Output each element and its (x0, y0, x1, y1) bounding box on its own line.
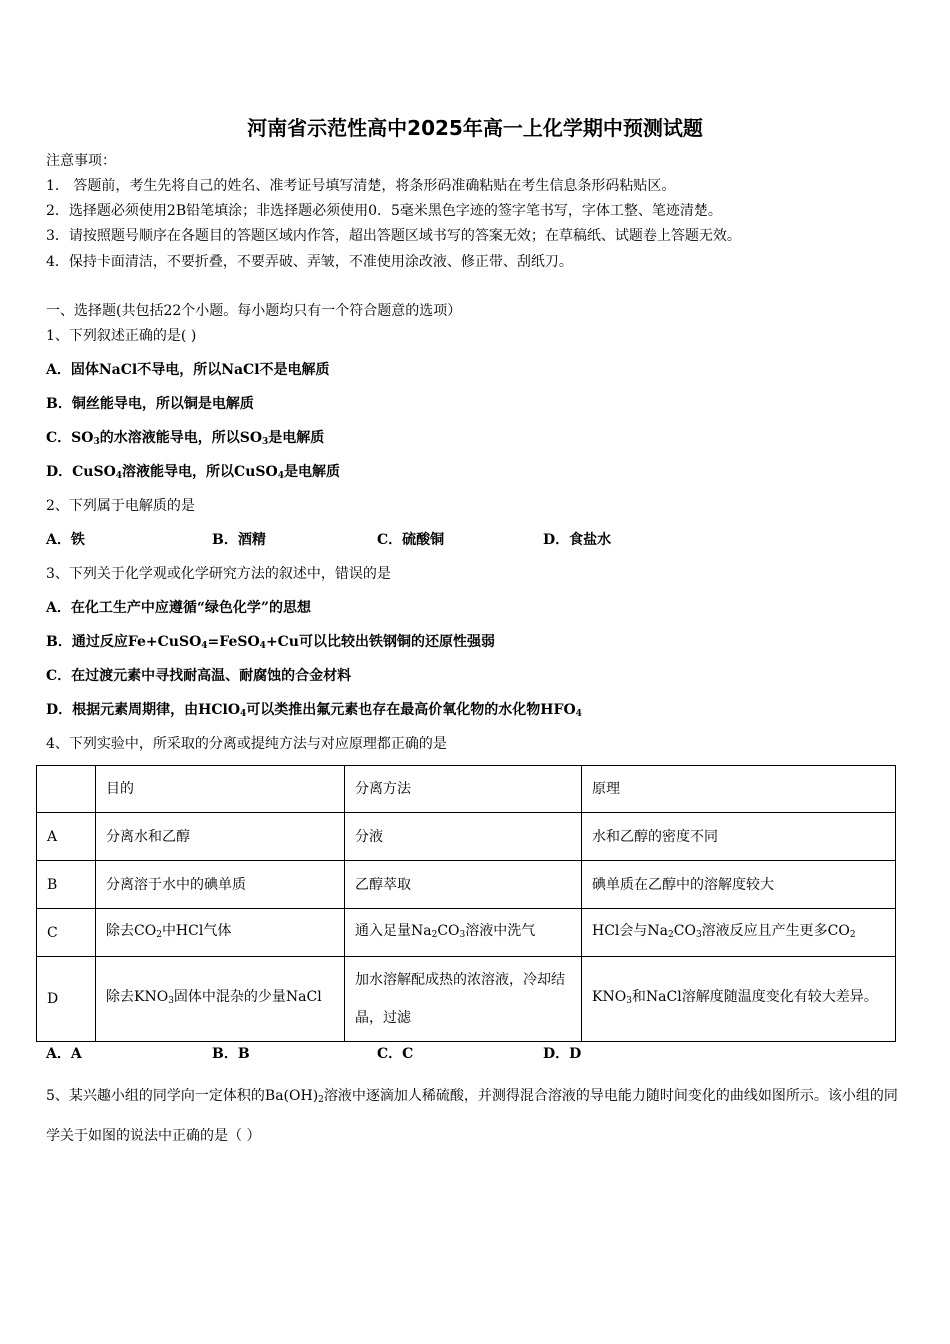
q3-option-a: A．在化工生产中应遵循“绿色化学”的思想 (46, 600, 311, 616)
q3b-sub1: 4 (201, 641, 208, 651)
q1d-sub1: 4 (115, 471, 123, 481)
rc-method-sub1: 2 (431, 929, 438, 940)
q1c-mid: 的水溶液能导电，所以SO (99, 430, 263, 446)
header-cell-method: 分离方法 (345, 766, 582, 813)
q3d-mid: 可以类推出氟元素也存在最高价氧化物的水化物HFO (246, 702, 576, 718)
rc-purpose-pre: 除去CO (106, 922, 157, 939)
row-a-method: 分液 (345, 813, 582, 861)
section-heading: 一、选择题(共包括22个小题。每小题均只有一个符合题意的选项） (46, 303, 462, 319)
row-d-purpose (96, 957, 345, 1042)
q2-option-b: B．酒精 (212, 532, 266, 548)
q1c-pre: C．SO (46, 430, 94, 446)
row-d-principle (582, 957, 896, 1042)
rc-purpose-post: 中HCl气体 (161, 922, 232, 939)
rd-purpose-sub: 3 (168, 996, 174, 1006)
row-a-principle: 水和乙醇的密度不同 (582, 813, 896, 861)
q3d-sub1: 4 (240, 709, 247, 719)
q1d-post: 是电解质 (283, 464, 340, 480)
q3b-mid: =FeSO (207, 634, 260, 650)
table-row (37, 813, 896, 861)
q4-option-b: B．B (212, 1046, 250, 1062)
rd-principle-sub: 3 (626, 996, 632, 1006)
q5-post: 溶液中逐滴加人稀硫酸，并测得混合溶液的导电能力随时间变化的曲线如图所示。该小组的同学关于如图的说法中正确的是（ ） (46, 1088, 898, 1144)
rc-method-mid: CO (437, 922, 460, 939)
row-b-method: 乙醇萃取 (345, 861, 582, 909)
rc-principle-sub2: 3 (695, 929, 702, 940)
rd-purpose-pre: 除去KNO (106, 989, 169, 1005)
q1-option-c (46, 428, 324, 452)
q2-option-d: D．食盐水 (543, 532, 612, 548)
q1d-sub2: 4 (277, 471, 284, 481)
q1c-sub2: 3 (262, 437, 269, 447)
q3-option-d (46, 700, 582, 724)
row-c-principle (582, 909, 896, 957)
notice-item-2: 2．选择题必须使用2B铅笔填涂；非选择题必须使用0．5毫米黑色字迹的签字笔书写，字体工整、笔迹清楚。 (46, 203, 722, 219)
rc-method-post: 溶液中洗气 (465, 922, 536, 939)
rd-principle-pre: KNO (592, 989, 627, 1005)
q3b-sub2: 4 (259, 641, 266, 651)
q1-option-a: A．固体NaCl不导电，所以NaCl不是电解质 (46, 362, 330, 378)
rc-principle-sub1: 2 (668, 929, 674, 940)
header-cell-principle: 原理 (582, 766, 896, 813)
rc-purpose-sub: 2 (156, 929, 162, 940)
q3-option-b (46, 632, 495, 656)
q5-stem (46, 1078, 908, 1154)
row-b-purpose: 分离溶于水中的碘单质 (96, 861, 345, 909)
table-header-row (37, 766, 896, 813)
table-row (37, 861, 896, 909)
q3d-sub2: 4 (575, 709, 582, 719)
q1c-post: 是电解质 (268, 430, 325, 446)
q1-stem: 1、下列叙述正确的是( ) (46, 328, 197, 344)
rd-purpose-post: 固体中混杂的少量NaCl (173, 989, 322, 1005)
q4-option-d: D．D (543, 1046, 582, 1062)
row-d-label: D (37, 957, 96, 1042)
q2-option-c: C．硫酸铜 (377, 532, 445, 548)
row-b-label: B (37, 861, 96, 909)
q4-option-a: A．A (46, 1046, 82, 1062)
q5-sub: 2 (318, 1095, 324, 1105)
q3b-post: +Cu可以比较出铁钢铜的还原性强弱 (265, 634, 495, 650)
row-a-label: A (37, 813, 96, 861)
rd-principle-post: 和NaCl溶解度随温度变化有较大差异。 (631, 989, 878, 1005)
row-c-method (345, 909, 582, 957)
row-c-label: C (37, 909, 96, 957)
q5-pre: 5、某兴趣小组的同学向一定体积的Ba(OH) (46, 1088, 319, 1104)
q2-option-a: A．铁 (46, 532, 85, 548)
table-row (37, 909, 896, 957)
q2-stem: 2、下列属于电解质的是 (46, 498, 195, 514)
rc-method-pre: 通入足量Na (355, 922, 432, 939)
table-row (37, 957, 896, 1042)
q3-stem: 3、下列关于化学观或化学研究方法的叙述中，错误的是 (46, 566, 391, 582)
header-cell-label (37, 766, 96, 813)
rc-principle-mid: CO (673, 922, 696, 939)
q1-option-b: B．铜丝能导电，所以铜是电解质 (46, 396, 254, 412)
row-b-principle: 碘单质在乙醇中的溶解度较大 (582, 861, 896, 909)
rc-principle-mid2: 溶液反应且产生更多CO (701, 922, 850, 939)
q3-option-c: C．在过渡元素中寻找耐高温、耐腐蚀的合金材料 (46, 668, 352, 684)
q4-stem: 4、下列实验中，所采取的分离或提纯方法与对应原理都正确的是 (46, 736, 447, 752)
rc-principle-pre: HCl会与Na (592, 922, 668, 939)
row-a-purpose: 分离水和乙醇 (96, 813, 345, 861)
notice-item-1: 1． 答题前，考生先将自己的姓名、准考证号填写清楚，将条形码准确粘贴在考生信息条形码粘贴区。 (46, 178, 676, 194)
row-d-method: 加水溶解配成热的浓溶液，冷却结晶，过滤 (345, 957, 582, 1042)
q3b-pre: B．通过反应Fe+CuSO (46, 634, 202, 650)
q3d-pre: D．根据元素周期律，由HClO (46, 702, 241, 718)
row-c-purpose (96, 909, 345, 957)
q1c-sub1: 3 (93, 437, 100, 447)
notice-heading: 注意事项： (46, 153, 116, 169)
notice-item-3: 3．请按照题号顺序在各题目的答题区域内作答，超出答题区域书写的答案无效；在草稿纸、试题卷上答题无效。 (46, 228, 741, 244)
rc-principle-sub3: 2 (849, 929, 856, 940)
q1d-pre: D．CuSO (46, 464, 116, 480)
exam-title: 河南省示范性高中2025年高一上化学期中预测试题 (247, 116, 703, 140)
q4-option-c: C．C (377, 1046, 414, 1062)
header-cell-purpose: 目的 (96, 766, 345, 813)
q4-table (36, 765, 896, 1042)
rc-method-sub2: 3 (459, 929, 466, 940)
q1d-mid: 溶液能导电，所以CuSO (122, 464, 278, 480)
q1-option-d (46, 462, 340, 486)
notice-item-4: 4．保持卡面清洁，不要折叠，不要弄破、弄皱，不准使用涂改液、修正带、刮纸刀。 (46, 254, 573, 270)
